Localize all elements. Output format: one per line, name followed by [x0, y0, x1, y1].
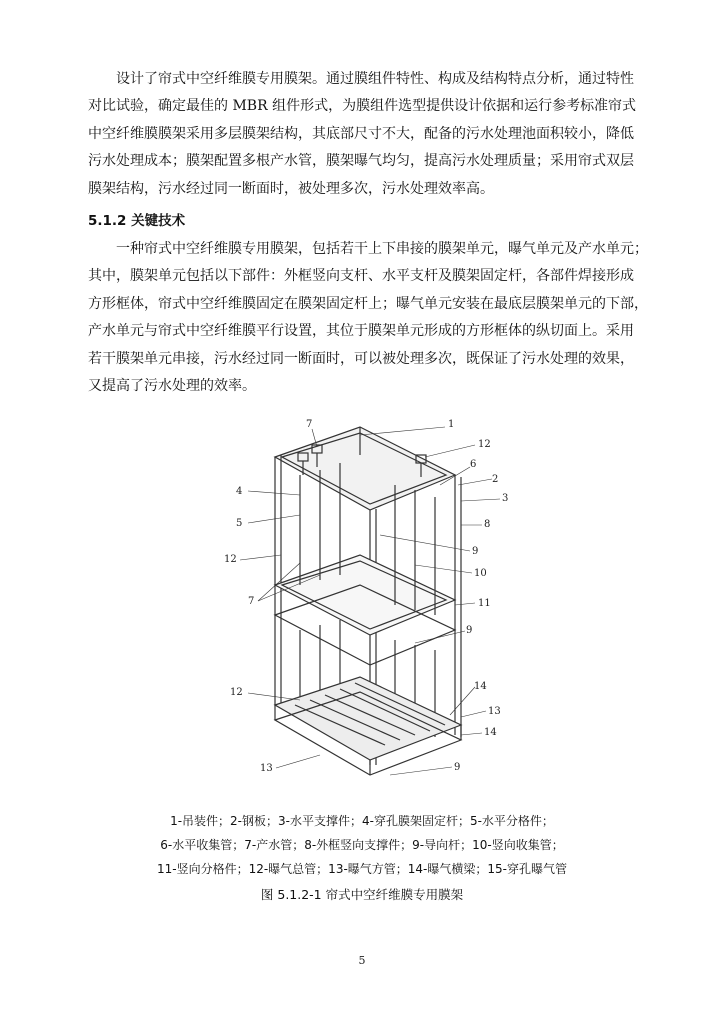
callout-label: 3: [502, 493, 509, 504]
text-line: 中空纤维膜膜架采用多层膜架结构，其底部尺寸不大，配备的污水处理池面积较小，降低: [88, 125, 634, 142]
text-line: 一种帘式中空纤维膜专用膜架，包括若干上下串接的膜架单元，曝气单元及产水单元；: [116, 241, 648, 257]
callout-label: 9: [454, 762, 461, 773]
figure-legend-line: 6-水平收集管；7-产水管；8-外框竖向支撑件；9-导向杆；10-竖向收集管；: [160, 838, 564, 852]
callout-label: 14: [484, 727, 497, 738]
text-line: 污水处理成本；膜架配置多根产水管，膜架曝气均匀，提高污水处理质量；采用帘式双层: [88, 153, 634, 170]
callout-label: 9: [466, 625, 473, 636]
membrane-frame-drawing: [220, 415, 520, 785]
callout-label: 12: [224, 554, 237, 565]
callout-label: 7: [248, 596, 255, 607]
page-number: 5: [358, 954, 366, 967]
text-line: 膜架结构，污水经过同一断面时，被处理多次，污水处理效率高。: [88, 180, 494, 197]
figure-legend-line: 1-吊装件；2-钢板；3-水平支撑件；4-穿孔膜架固定杆；5-水平分格件；: [170, 814, 554, 828]
text-line: 若干膜架单元串接，污水经过同一断面时，可以被处理多次，既保证了污水处理的效果，: [88, 350, 634, 367]
text-line: 方形框体，帘式中空纤维膜固定在膜架固定杆上；曝气单元安装在最底层膜架单元的下部，: [88, 295, 648, 312]
callout-label: 11: [478, 598, 491, 609]
callout-label: 1: [448, 419, 455, 430]
paragraph-intro: [88, 66, 662, 203]
figure-title: 图 5.1.2-1 帘式中空纤维膜专用膜架: [260, 887, 464, 902]
callout-label: 7: [306, 419, 313, 430]
text-line: 其中，膜架单元包括以下部件：外框竖向支杆、水平支杆及膜架固定杆，各部件焊接形成: [88, 268, 634, 285]
text-line: 又提高了污水处理的效率。: [88, 378, 256, 395]
callout-label: 10: [474, 568, 487, 579]
figure-legend-line: 11-竖向分格件；12-曝气总管；13-曝气方管；14-曝气横梁；15-穿孔曝气管: [156, 862, 567, 876]
membrane-frame-figure: [220, 415, 520, 785]
text-line: 设计了帘式中空纤维膜专用膜架。通过膜组件特性、构成及结构特点分析，通过特性: [116, 71, 634, 87]
callout-label: 8: [484, 519, 491, 530]
callout-label: 14: [474, 681, 487, 692]
callout-label: 13: [488, 706, 501, 717]
text-line: 对比试验，确定最佳的 MBR 组件形式，为膜组件选型提供设计依据和运行参考标准帘式: [88, 98, 637, 115]
callout-label: 6: [470, 459, 477, 470]
callout-label: 12: [478, 439, 491, 450]
callout-label: 9: [472, 546, 479, 557]
text-line: 产水单元与帘式中空纤维膜平行设置，其位于膜架单元形成的方形框体的纵切面上。采用: [88, 323, 634, 340]
callout-label: 2: [492, 474, 499, 485]
callout-label: 4: [236, 486, 243, 497]
callout-label: 12: [230, 687, 243, 698]
paragraph-key-tech: [88, 236, 662, 400]
callout-label: 13: [260, 763, 273, 774]
callout-label: 5: [236, 518, 243, 529]
section-heading: 5.1.2 关键技术: [88, 213, 186, 229]
